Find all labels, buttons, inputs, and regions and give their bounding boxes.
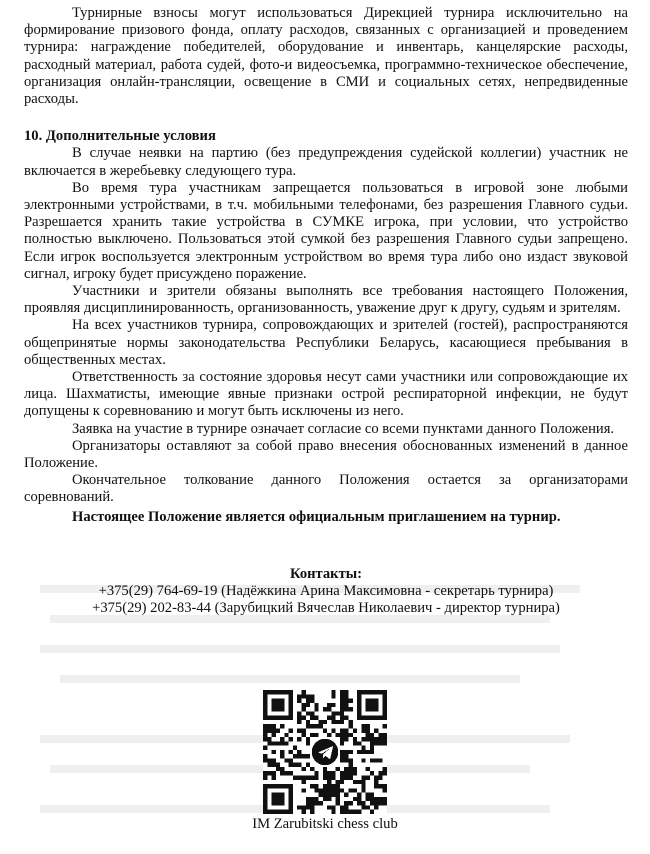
rule-paragraph-no-show: В случае неявки на партию (без предупреждения судейской коллегии) участник не включается в жеребьевку следующего тура. xyxy=(24,145,628,179)
section-10-heading: 10. Дополнительные условия xyxy=(24,128,216,145)
telegram-icon xyxy=(310,737,340,767)
qr-code[interactable] xyxy=(263,690,387,814)
official-invitation-statement: Настоящее Положение является официальным приглашением на турнир. xyxy=(72,508,561,525)
fees-paragraph: Турнирные взносы могут использоваться Дирекцией турнира исключительно на формирование призового фонда, оплату расходов, связанных с организацией и проведением турнира: награждение победителей, оборудование и инвентарь, канцелярские расходы, расходный материал, работа судей, фото-и видеосъемка, программно-техническое обеспечение, организация онлайн-трансляции, освещение в СМИ и социальных сетях, непредвиденные расходы. xyxy=(24,5,628,108)
rule-paragraph-laws: На всех участников турнира, сопровождающих и зрителей (гостей), распространяются общепринятые нормы законодательства Республики Беларусь, касающиеся пребывания в общественных местах. xyxy=(24,317,628,368)
contact-secretary: +375(29) 764-69-19 (Надёжкина Арина Максимовна - секретарь турнира) xyxy=(98,583,554,600)
qr-code-image xyxy=(263,690,387,814)
contact-director: +375(29) 202-83-44 (Зарубицкий Вячеслав Николаевич - директор турнира) xyxy=(92,600,560,617)
rule-paragraph-discipline: Участники и зрители обязаны выполнять все требования настоящего Положения, проявляя дисциплинированность, организованность, уважение друг к другу, судьям и зрителям. xyxy=(24,283,628,317)
rule-paragraph-health: Ответственность за состояние здоровья несут сами участники или сопровождающие их лица. Шахматисты, имеющие явные признаки острой респираторной инфекции, не будут допущены к соревнованию и могут быть исключены из него. xyxy=(24,369,628,420)
rule-paragraph-interpretation: Окончательное толкование данного Положения остается за организаторами соревнований. xyxy=(24,472,628,506)
rule-paragraph-devices: Во время тура участникам запрещается пользоваться в игровой зоне любыми электронными устройствами, в т.ч. мобильными телефонами, без разрешения Главного судьи. Разрешается хранить такие устройства в СУМКЕ игрока, при условии, что устройство полностью выключено. Пользоваться этой сумкой без разрешения Главного судьи запрещено. Если игрок воспользуется электронным устройством во время тура либо оно издаст звуковой сигнал, игроку будет присуждено поражение. xyxy=(24,179,628,282)
rule-paragraph-application: Заявка на участие в турнире означает согласие со всеми пунктами данного Положения. xyxy=(72,420,615,437)
contacts-block xyxy=(24,566,628,618)
contacts-title: Контакты: xyxy=(289,565,363,582)
qr-caption: IM Zarubitski chess club xyxy=(252,816,398,832)
rule-paragraph-changes: Организаторы оставляют за собой право внесения обоснованных изменений в данное Положение. xyxy=(24,437,628,472)
